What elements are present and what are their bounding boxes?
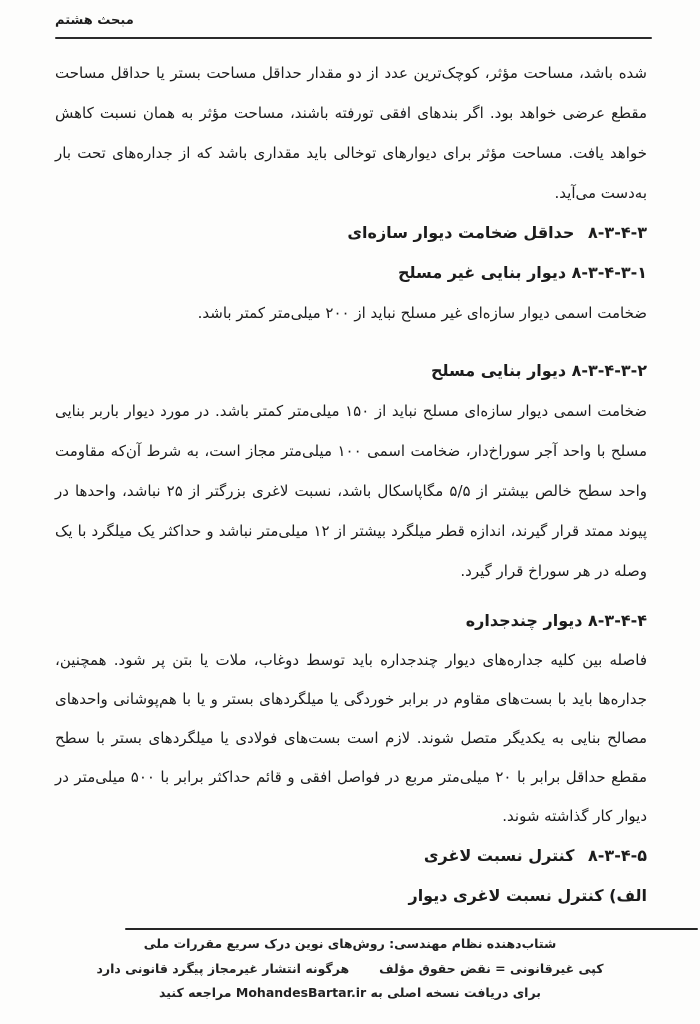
text-line: وصله در هر سوراخ قرار گیرد. — [460, 562, 647, 580]
website-name: MohandesBartar.ir — [235, 985, 367, 1000]
text-line: شده باشد، مساحت مؤثر، کوچک‌ترین عدد از دو مقدار حداقل مساحت بستر یا حداقل مساحت — [55, 64, 647, 82]
text-line: خواهد یافت. مساحت مؤثر برای دیوارهای توخالی باید مقداری باشد که از جداره‌های تحت بار — [55, 144, 647, 162]
text-line: ضخامت اسمی دیوار سازه‌ای مسلح نباید از ۱۵۰ میلی‌متر کمتر باشد. در مورد دیوار باربر بنایی — [55, 402, 647, 420]
footer-publisher-note: شتاب‌دهنده نظام مهندسی: روش‌های نوین درک سریع مقررات ملی — [143, 936, 557, 951]
paragraph-reinforced-wall — [55, 391, 647, 591]
text-line: به‌دست می‌آید. — [554, 184, 647, 202]
paragraph-multiwythe-wall — [55, 641, 647, 836]
page-footer — [0, 932, 700, 1006]
text-line: فاصله بین کلیه جداره‌های دیوار چندجداره باید توسط دوغاب، ملات یا بتن پر شود. همچنین، — [55, 651, 647, 669]
text-line: مقطع حداقل برابر با ۲۰ میلی‌متر مربع در فواصل افقی و قائم حداکثر برابر با ۵۰۰ میلی‌متر در — [55, 768, 647, 786]
paragraph-unreinforced-wall — [55, 293, 647, 333]
footer-source-prefix: برای دریافت نسخه اصلی به — [370, 985, 541, 1000]
footer-source-suffix: مراجعه کنید — [159, 985, 232, 1000]
header-divider — [55, 37, 652, 39]
text-line: ضخامت اسمی دیوار سازه‌ای غیر مسلح نباید از ۲۰۰ میلی‌متر کمتر باشد. — [197, 304, 647, 322]
text-line: دیوار کار گذاشته شوند. — [502, 807, 647, 825]
text-line: واحد سطح خالص بیشتر از ۵/۵ مگاپاسکال باشد، نسبت لاغری بزرگتر از ۲۵ نباشد، واحدها در — [55, 482, 647, 500]
section-heading-reinforced-wall: ۸-۳-۴-۳-۲ دیوار بنایی مسلح — [430, 361, 647, 380]
section-heading-slenderness-control: ۸-۳-۴-۵ کنترل نسبت لاغری — [423, 846, 647, 865]
section-heading-unreinforced-wall: ۸-۳-۴-۳-۱ دیوار بنایی غیر مسلح — [397, 263, 647, 282]
footer-copyright-clause: کپی غیرقانونی = نقض حقوق مؤلف — [379, 960, 604, 976]
footer-divider — [125, 928, 698, 930]
document-body — [55, 53, 647, 916]
text-line: مصالح بنایی به یکدیگر متصل شوند. لازم است بست‌های فولادی یا میلگردهای بستر با سطح — [55, 729, 647, 747]
section-heading-min-thickness: ۸-۳-۴-۳ حداقل ضخامت دیوار سازه‌ای — [347, 223, 647, 242]
text-line: پیوند ممتد قرار گیرند، اندازه قطر میلگرد بیشتر از ۱۲ میلی‌متر نباشد و حداکثر یک میلگرد با یک — [55, 522, 648, 540]
running-header-title: مبحث هشتم — [55, 13, 134, 28]
text-line: مسلح با واحد آجر سوراخ‌دار، ضخامت اسمی ۱۰۰ میلی‌متر مجاز است، به شرط آن‌که مقاومت — [55, 442, 647, 460]
paragraph-effective-area — [55, 53, 647, 213]
text-line: جداره‌ها باید با بست‌های مقاوم در برابر خوردگی یا میلگردهای بستر و یا با هم‌پوشانی واحدهای — [55, 690, 647, 708]
footer-source-note — [0, 981, 700, 1006]
footer-legal-clause: هرگونه انتشار غیرمجاز پیگرد قانونی دارد — [96, 960, 350, 976]
subsection-heading-wall-slenderness: الف) کنترل نسبت لاغری دیوار — [408, 886, 647, 905]
footer-copyright-warning — [0, 957, 700, 982]
text-line: مقطع عرضی خواهد بود. اگر بندهای افقی تورفته باشند، مساحت مؤثر به همان نسبت کاهش — [55, 104, 647, 122]
section-heading-multiwythe-wall: ۸-۳-۴-۴ دیوار چندجداره — [465, 611, 647, 630]
